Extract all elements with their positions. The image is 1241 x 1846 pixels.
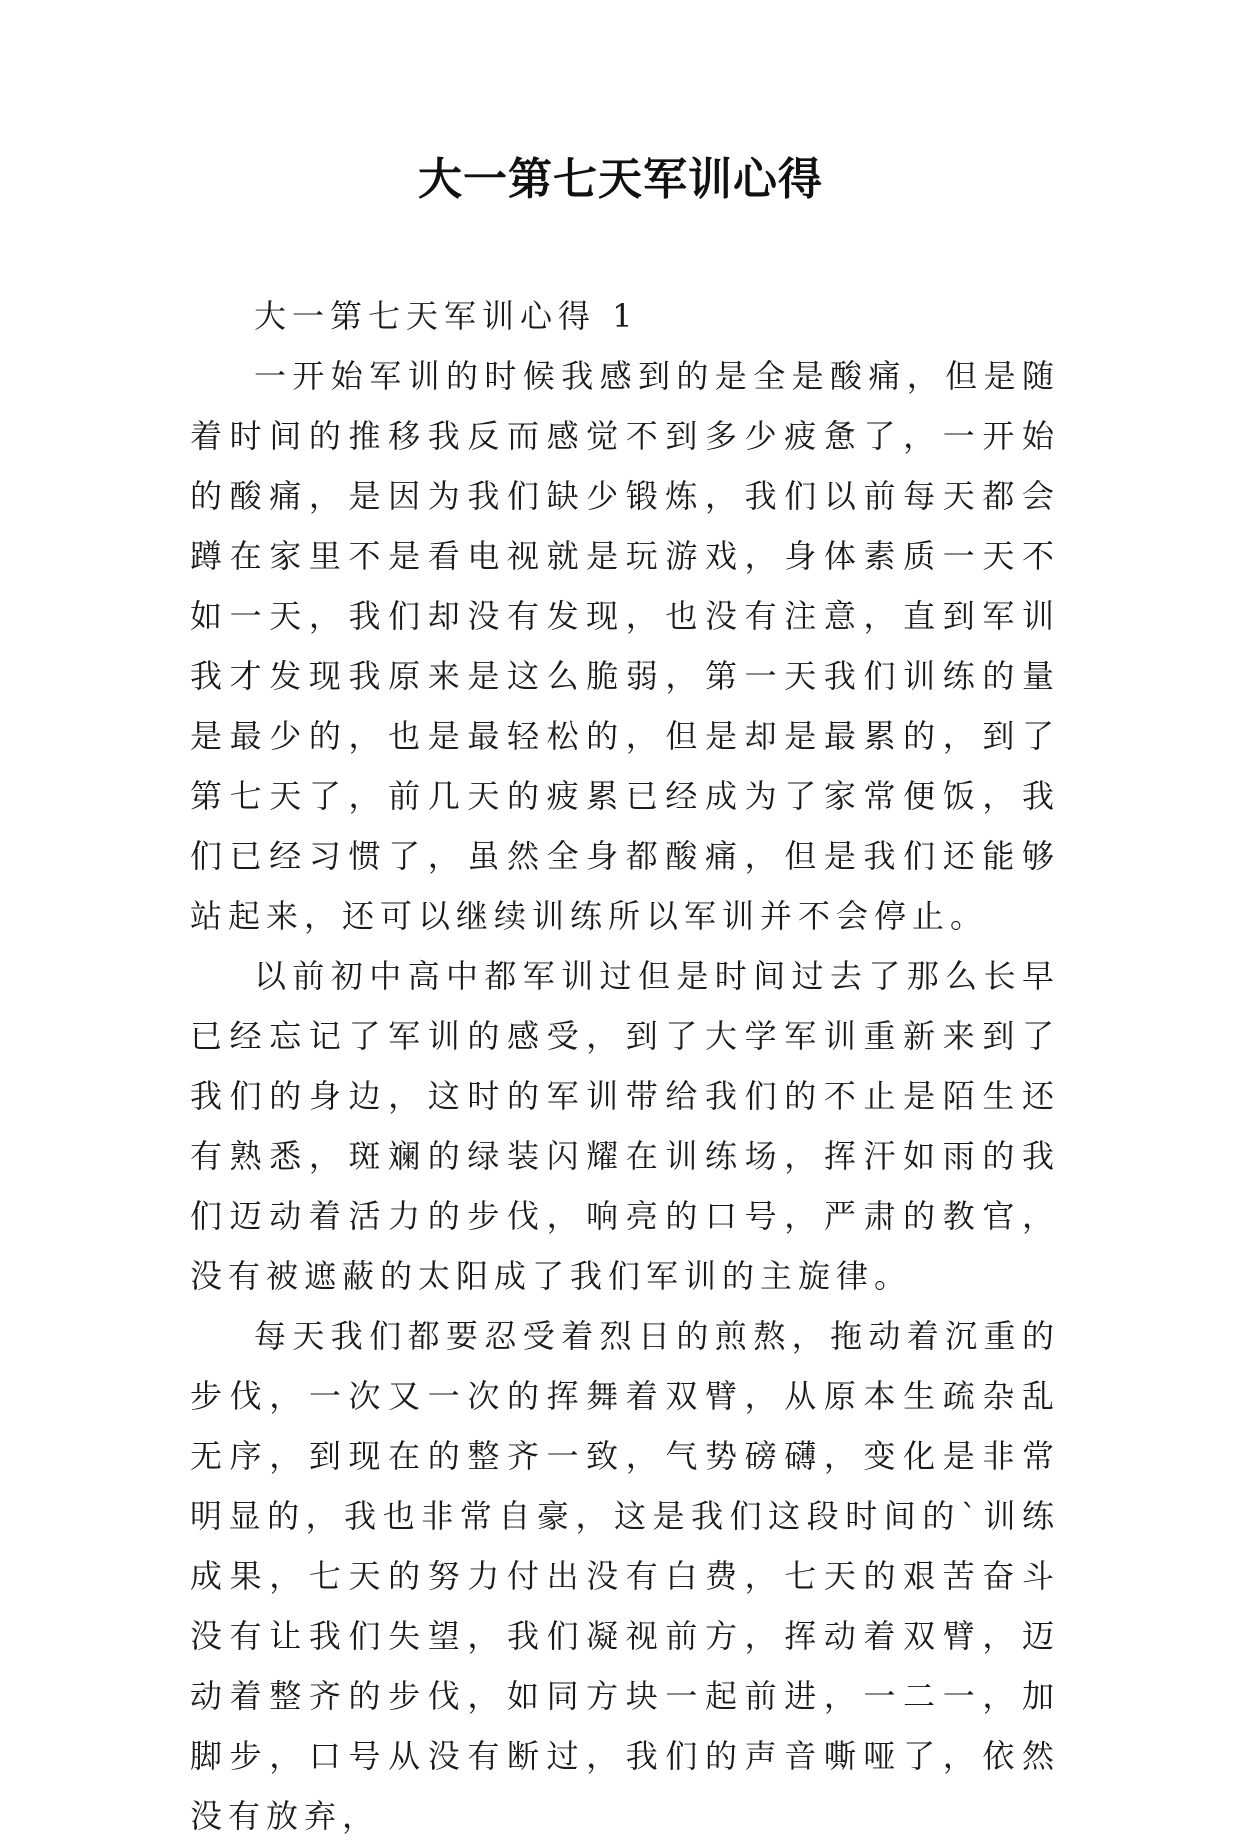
paragraph-1: 一开始军训的时候我感到的是全是酸痛，但是随着时间的推移我反而感觉不到多少疲惫了，一开始的酸痛，是因为我们缺少锻炼，我们以前每天都会蹲在家里不是看电视就是玩游戏，身体素质一天不如一天，我们却没有发现，也没有注意，直到军训我才发现我原来是这么脆弱，第一天我们训练的量是最少的，也是最轻松的，但是却是最累的，到了第七天了，前几天的疲累已经成为了家常便饭，我们已经习惯了，虽然全身都酸痛，但是我们还能够站起来，还可以继续训练所以军训并不会停止。 <box>190 357 1060 935</box>
paragraph-2: 以前初中高中都军训过但是时间过去了那么长早已经忘记了军训的感受，到了大学军训重新来到了我们的身边，这时的军训带给我们的不止是陌生还有熟悉，斑斓的绿装闪耀在训练场，挥汗如雨的我们迈动着活力的步伐，响亮的口号，严肃的教官，没有被遮蔽的太阳成了我们军训的主旋律。 <box>190 957 1060 1295</box>
document-body <box>190 286 1060 1846</box>
document-title: 大一第七天军训心得 <box>418 154 823 205</box>
paragraph-3: 每天我们都要忍受着烈日的煎熬，拖动着沉重的步伐，一次又一次的挥舞着双臂，从原本生疏杂乱无序，到现在的整齐一致，气势磅礴，变化是非常明显的，我也非常自豪，这是我们这段时间的`训练成果，七天的努力付出没有白费，七天的艰苦奋斗没有让我们失望，我们凝视前方，挥动着双臂，迈动着整齐的步伐，如同方块一起前进，一二一，加脚步，口号从没有断过，我们的声音嘶哑了，依然没有放弃， <box>190 1317 1060 1835</box>
section-heading: 大一第七天军训心得 1 <box>254 297 639 335</box>
